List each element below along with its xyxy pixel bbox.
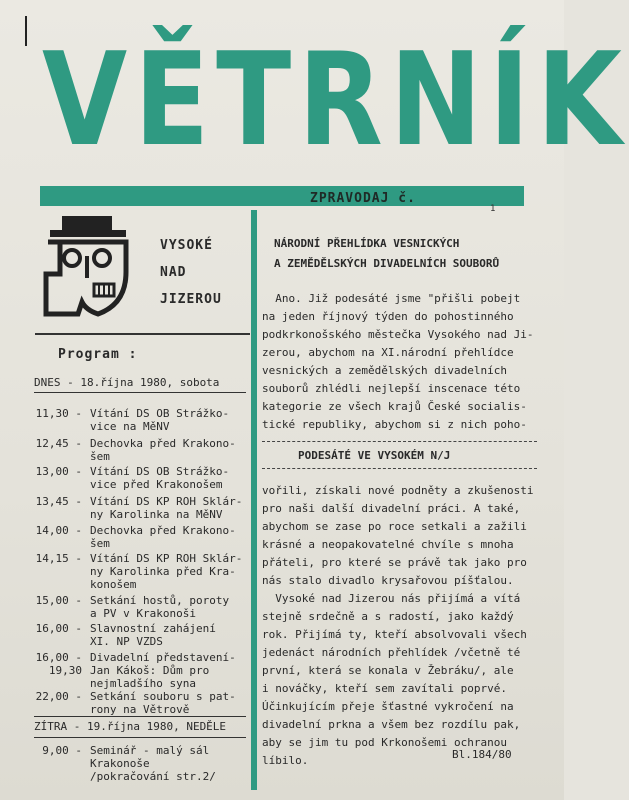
masthead-subtitle: ZPRAVODAJ č. (310, 191, 416, 206)
article-signature: Bl.184/80 (452, 748, 512, 761)
masthead-bar-left (40, 186, 282, 206)
pencil-mark (25, 16, 27, 46)
column-divider-bar (251, 210, 257, 790)
program-description: Setkání souboru s pat- rony na Větrově (90, 690, 236, 716)
issue-number: 1 (490, 204, 496, 214)
headline-line-2: A ZEMĚDĚLSKÝCH DIVADELNÍCH SOUBORŮ (274, 257, 500, 270)
program-time: 15,00 - (35, 594, 82, 607)
program-time: 9,00 - (42, 744, 82, 757)
town-line-1: VYSOKÉ (160, 238, 213, 253)
day-rule-tomorrow-top (34, 716, 246, 717)
program-description: Vítání DS OB Strážko- vice na MěNV (90, 407, 230, 433)
program-description: Setkání hostů, poroty a PV v Krakonoši (90, 594, 230, 620)
program-description: Vítání DS KP ROH Sklár- ny Karolinka před Kra- konošem (90, 552, 243, 591)
program-description: Dechovka před Krakono- šem (90, 437, 236, 463)
article-headline (274, 234, 499, 274)
program-description: Seminář - malý sál Krakonoše /pokračování str.2/ (90, 744, 216, 783)
program-description: Vítání DS OB Strážko- vice před Krakonošem (90, 465, 230, 491)
article-paragraph-2: vořili, získali nové podněty a zkušenosti pro naši další divadelní práci. A také, abychom se zase po roce setkali a zažili krásné a neopakovatelné chvíle s mnoha přáteli, pro které se právě tak jako pro nás stalo divadlo krysařovou píšťalou. Vysoké nad Jizerou nás přijímá a vítá stejně srdečně a s radostí, jako každý rok. Přijímá ty, kteří absolvovali všech jedenáct národních přehlídek /včetně té první, která se konala v Žebráku/, ale i nováčky, kteří sem zavítali poprvé. Účinkujícím přeje šťastné vykročení na divadelní prkna a všem bez rozdílu pak, aby se jim tu pod Krkonošemi ochranou líbilo. (262, 484, 534, 767)
masthead-title: VĚTRNÍK (42, 26, 629, 175)
program-description: Slavnostní zahájení XI. NP VZDS (90, 622, 216, 648)
program-time: 16,00 - (35, 622, 82, 635)
program-description: Divadelní představení- Jan Kákoš: Dům pro nejmladšího syna (90, 651, 236, 690)
section-rule-top (262, 441, 537, 442)
day-heading-tomorrow: ZÍTRA - 19.října 1980, NEDĚLE (34, 720, 227, 733)
article-subheading: PODESÁTÉ VE VYSOKÉM N/J (298, 449, 451, 462)
program-time: 13,45 - (35, 495, 82, 508)
theatre-mask-logo-icon (42, 214, 134, 318)
article-paragraph-1: Ano. Již podesáté jsme "přišli pobejt na jeden říjnový týden do pohostinného podkrkonošského městečka Vysokého nad Ji- zerou, abychom na XI.národní přehlídce vesnických a zemědělských divadelních souborů zhlédli nejlepší inscenace této kategorie ze všech krajů České socialis- tické republiky, abychom si z nich poho- (262, 292, 534, 431)
day-heading-today: DNES - 18.října 1980, sobota (34, 376, 220, 389)
town-line-2: NAD (160, 265, 187, 280)
section-rule-bottom (262, 468, 537, 469)
program-time: 14,15 - (35, 552, 82, 565)
program-description: Dechovka před Krakono- šem (90, 524, 236, 550)
headline-line-1: NÁRODNÍ PŘEHLÍDKA VESNICKÝCH (274, 237, 460, 250)
program-description: Vítání DS KP ROH Sklár- ny Karolinka na MěNV (90, 495, 243, 521)
town-name (160, 232, 222, 313)
town-line-3: JIZEROU (160, 292, 222, 307)
program-time: 13,00 - (35, 465, 82, 478)
program-time: 11,30 - (35, 407, 82, 420)
day-rule-tomorrow (34, 737, 246, 738)
program-title: Program : (58, 347, 138, 362)
program-time: 16,00 - 19,30 (35, 651, 82, 677)
program-time: 22,00 - (35, 690, 82, 703)
left-column-divider (35, 333, 250, 335)
day-rule-today (34, 392, 246, 393)
program-time: 14,00 - (35, 524, 82, 537)
program-time: 12,45 - (35, 437, 82, 450)
